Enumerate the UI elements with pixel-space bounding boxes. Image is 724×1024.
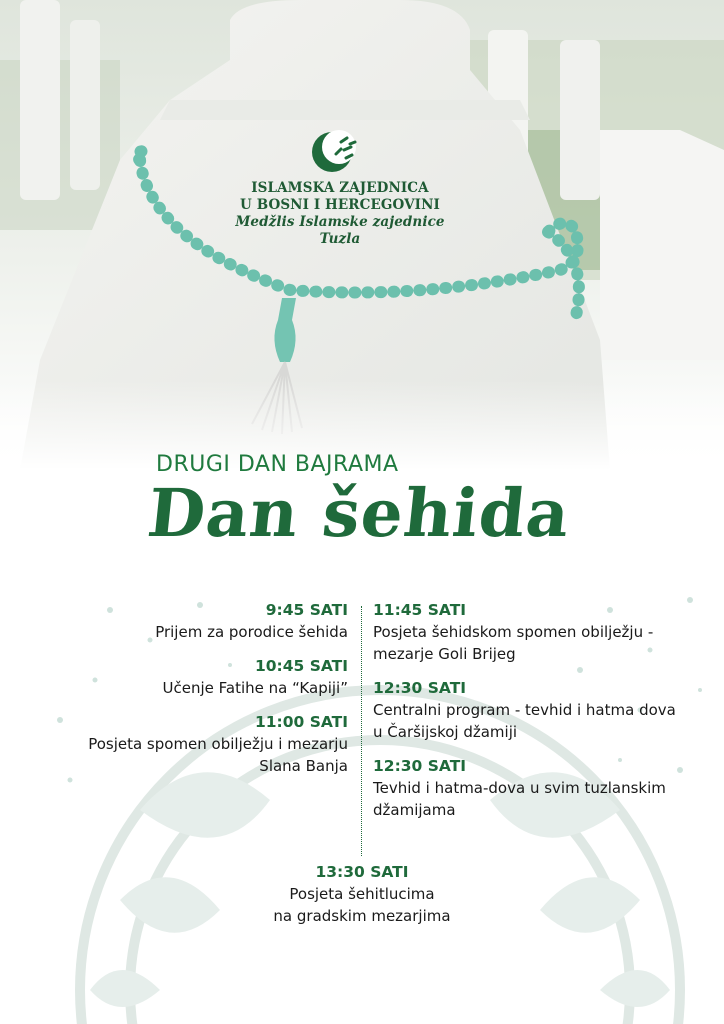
schedule-time: 12:30 SATI [373, 679, 467, 697]
schedule-description: Posjeta šehidskom spomen obilježju - [373, 623, 654, 641]
org-name-line2: U BOSNI I HERCEGOVINI [240, 197, 440, 213]
schedule-description: u Čaršijskoj džamiji [373, 723, 518, 741]
schedule-time: 13:30 SATI [315, 863, 409, 881]
schedule-description: Posjeta spomen obilježju i mezarju [88, 735, 348, 753]
schedule-item [373, 678, 693, 743]
event-subtitle: DRUGI DAN BAJRAMA [156, 452, 399, 477]
schedule-time: 12:30 SATI [373, 757, 467, 775]
org-name-line1: ISLAMSKA ZAJEDNICA [251, 180, 429, 196]
organization-logo [230, 128, 450, 248]
schedule-divider [361, 606, 363, 856]
schedule-item [28, 656, 348, 699]
schedule-description: džamijama [373, 801, 456, 819]
schedule-description: na gradskim mezarjima [273, 907, 451, 925]
schedule-description: Učenje Fatihe na “Kapiji” [162, 679, 348, 697]
event-title: Dan šehida [143, 474, 575, 552]
org-name-line3: Medžlis Islamske zajednice [235, 214, 445, 230]
schedule-description: Tevhid i hatma-dova u svim tuzlanskim [373, 779, 666, 797]
schedule-description: Slana Banja [259, 757, 348, 775]
schedule-item-center [200, 862, 524, 927]
schedule-right-column [373, 600, 693, 834]
schedule-item [28, 600, 348, 643]
schedule-item [373, 600, 693, 665]
schedule-item [373, 756, 693, 821]
schedule-description: Centralni program - tevhid i hatma dova [373, 701, 676, 719]
schedule-description: Prijem za porodice šehida [155, 623, 348, 641]
schedule-left-column [28, 600, 348, 790]
org-city: Tuzla [319, 231, 361, 247]
schedule-time: 9:45 SATI [265, 601, 348, 619]
schedule-time: 11:45 SATI [373, 601, 467, 619]
crescent-icon [308, 128, 372, 176]
schedule-description: mezarje Goli Brijeg [373, 645, 516, 663]
schedule-time: 11:00 SATI [254, 713, 348, 731]
schedule-description: Posjeta šehitlucima [289, 885, 435, 903]
schedule-time: 10:45 SATI [254, 657, 348, 675]
schedule-item [28, 712, 348, 777]
